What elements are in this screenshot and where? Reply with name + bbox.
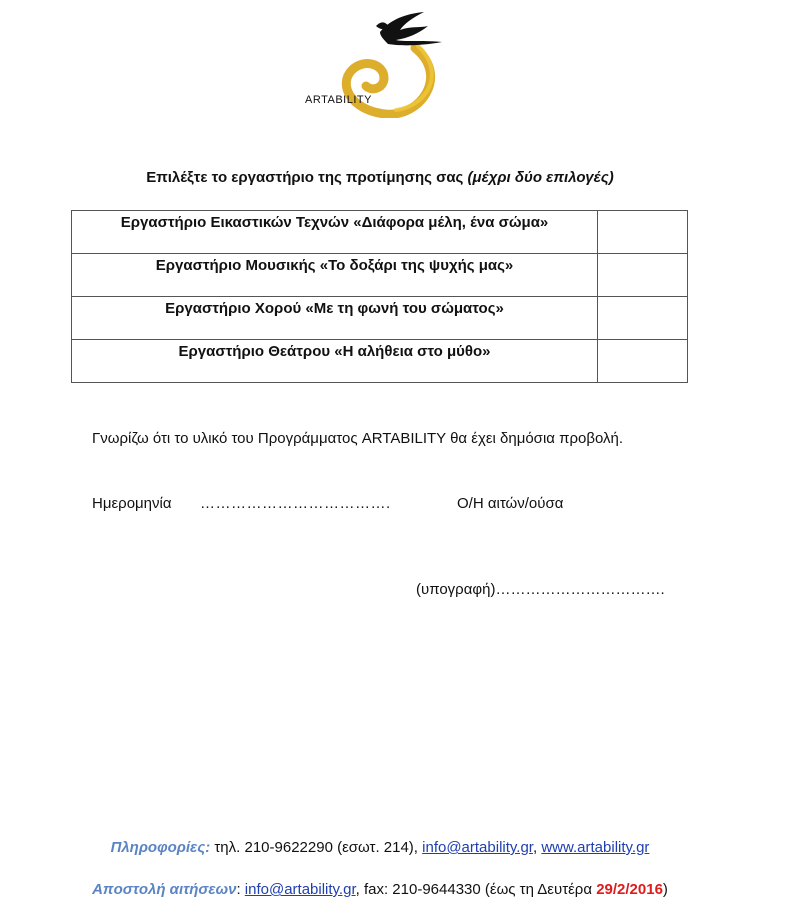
separator: , <box>532 839 542 856</box>
workshop-label: Εργαστήριο Θεάτρου «Η αλήθεια στο μύθο» <box>72 340 598 383</box>
email-link[interactable]: info@artability.gr <box>422 839 533 856</box>
send-label: Αποστολή αιτήσεων <box>92 881 237 898</box>
date-label: Ημερομηνία <box>92 495 172 512</box>
submission-line <box>0 881 760 898</box>
colon: : <box>236 881 245 898</box>
table-row <box>72 297 688 340</box>
info-line <box>0 839 760 856</box>
instruction-emphasis: (μέχρι δύο επιλογές) <box>467 169 614 186</box>
fax-text: , fax: 210-9644330 (έως τη Δευτέρα <box>355 881 597 898</box>
workshop-choice-box[interactable] <box>598 211 688 254</box>
signature-field[interactable]: (υπογραφή)……………………………. <box>416 581 665 598</box>
workshop-table <box>71 210 688 383</box>
workshop-label: Εργαστήριο Χορού «Με τη φωνή του σώματος» <box>72 297 598 340</box>
workshop-label: Εργαστήριο Μουσικής «Το δοξάρι της ψυχής μας» <box>72 254 598 297</box>
date-field[interactable]: ………………………………. <box>200 495 391 512</box>
deadline-date: 29/2/2016 <box>596 881 663 898</box>
applicant-label: Ο/Η αιτών/ούσα <box>457 495 564 512</box>
submission-email-link[interactable]: info@artability.gr <box>244 881 356 898</box>
info-label: Πληροφορίες: <box>110 839 211 856</box>
logo-text: ARTABILITY <box>305 94 372 106</box>
table-row <box>72 211 688 254</box>
workshop-label: Εργαστήριο Εικαστικών Τεχνών «Διάφορα μέλη, ένα σώμα» <box>72 211 598 254</box>
workshop-choice-box[interactable] <box>598 254 688 297</box>
website-link[interactable]: www.artability.gr <box>541 839 650 856</box>
workshop-choice-box[interactable] <box>598 340 688 383</box>
artability-logo <box>300 6 450 118</box>
consent-statement: Γνωρίζω ότι το υλικό του Προγράμματος ARTABILITY θα έχει δημόσια προβολή. <box>92 430 624 447</box>
phone-text: τηλ. 210-9622290 (εσωτ. 214), <box>210 839 423 856</box>
closing-paren: ) <box>662 881 668 898</box>
workshop-choice-box[interactable] <box>598 297 688 340</box>
instruction-main: Επιλέξτε το εργαστήριο της προτίμησης σας <box>146 169 468 186</box>
table-row <box>72 340 688 383</box>
instruction-heading <box>0 169 760 186</box>
table-row <box>72 254 688 297</box>
